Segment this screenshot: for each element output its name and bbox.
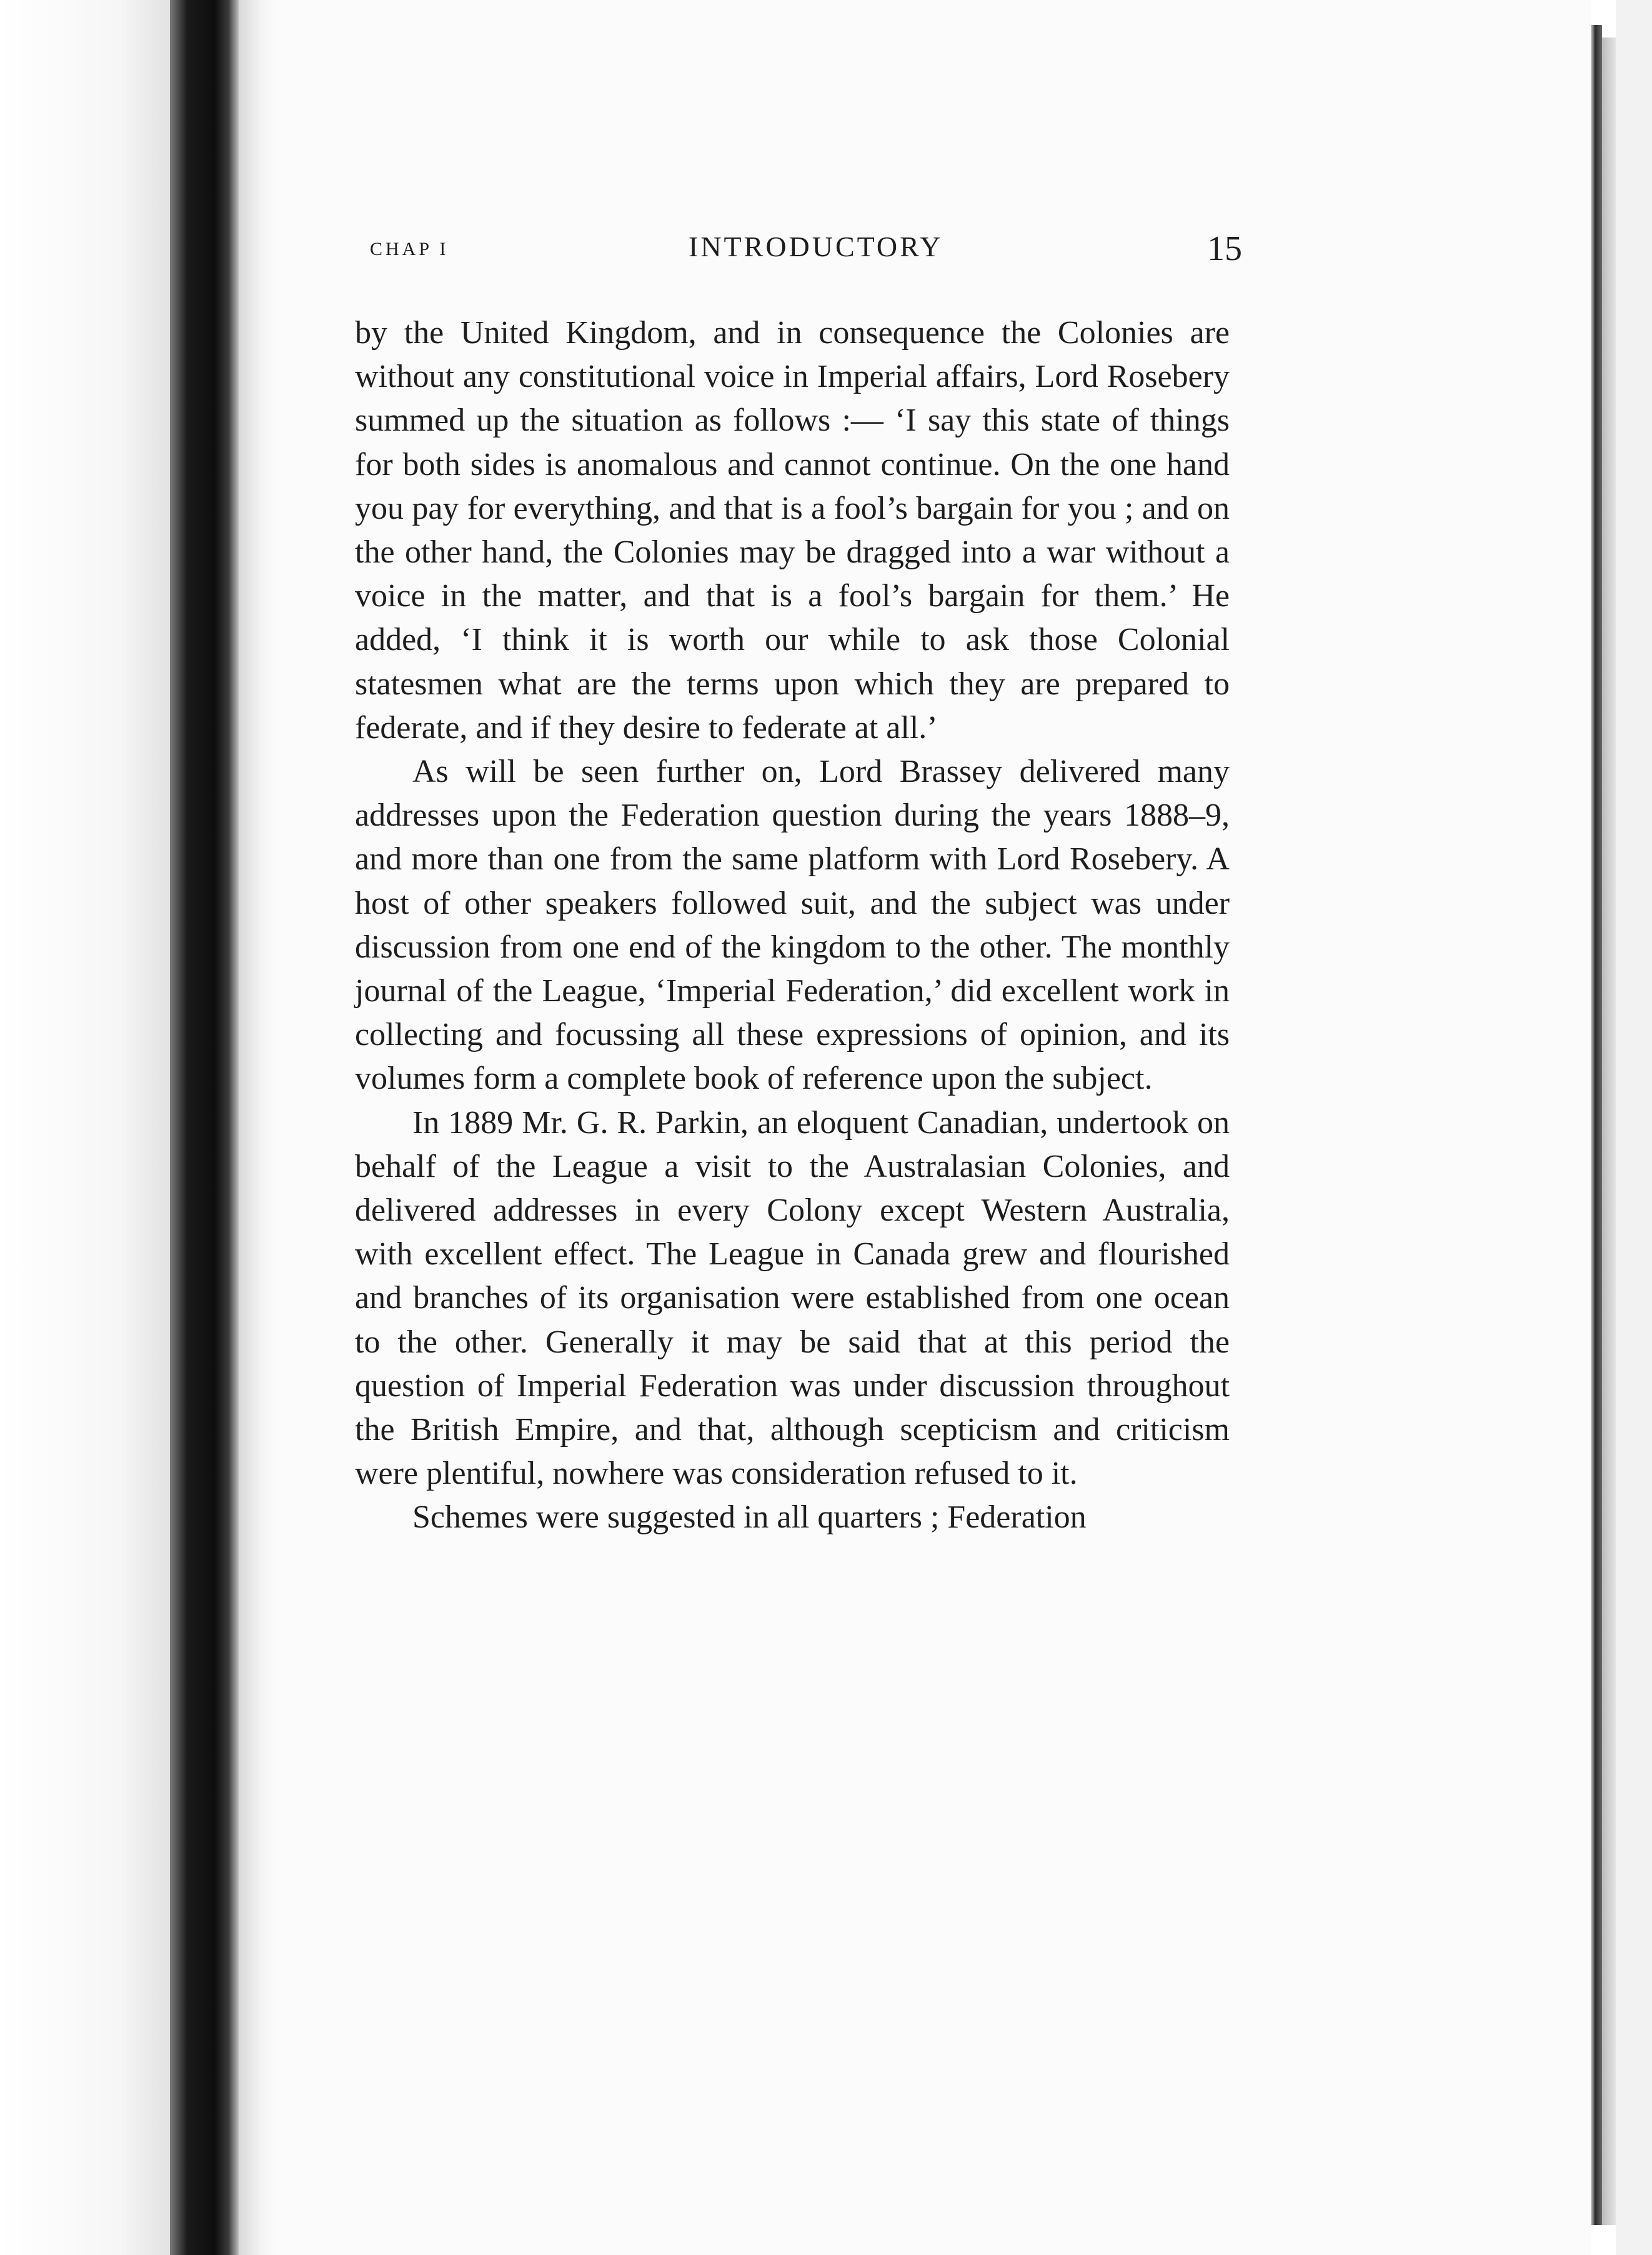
gutter-fade xyxy=(239,0,276,2255)
scan-left-margin xyxy=(0,0,170,2255)
paragraph-3: In 1889 Mr. G. R. Parkin, an eloquent Canadian, undertook on behalf of the League a visit to the Australasian Colonies, and delivered addresses in every Colony except Western Australia, with excellent effect. The League in Canada grew and flourished and branches of its organisation were established from one ocean to the other. Generally it may be said that at this period the question of Imperial Federation was under discussion throughout the British Empire, and that, although scepticism and criticism were plentiful, nowhere was consideration refused to it. xyxy=(355,1104,1230,1492)
body-text xyxy=(355,311,1230,1540)
book-gutter-shadow xyxy=(170,0,239,2255)
paragraph-1: by the United Kingdom, and in consequence the Colonies are without any constitutional voice in Imperial affairs, Lord Rosebery summed up the situation as follows :— ‘I say this state of things for both sides is anomalous and cannot continue. On the one hand you pay for everything, and that is a fool’s bargain for you ; and on the other hand, the Colonies may be dragged into a war without a voice in the matter, and that is a fool’s bargain for them.’ He added, ‘I think it is worth our while to ask those Colonial statesmen what are the terms upon which they are prepared to federate, and if they desire to federate at all.’ xyxy=(355,315,1230,746)
paragraph-4: Schemes were suggested in all quarters ; Federation xyxy=(412,1499,1087,1536)
page-edge-shadow xyxy=(1591,25,1602,2225)
running-title: INTRODUCTORY xyxy=(689,231,943,262)
scan-right-margin xyxy=(1616,0,1652,2255)
paragraph-2: As will be seen further on, Lord Brassey delivered many addresses upon the Federation question during the years 1888–9, and more than one from the same platform with Lord Rosebery. A host of other speakers followed suit, and the subject was under discussion from one end of the kingdom to the other. The monthly journal of the League, ‘Imperial Federation,’ did excellent work in collecting and focussing all these expressions of opinion, and its volumes form a complete book of reference upon the subject. xyxy=(355,754,1230,1097)
page-number: 15 xyxy=(1207,229,1242,268)
page-edge-stack xyxy=(1602,38,1616,2225)
chapter-label: CHAP I xyxy=(370,239,449,259)
running-head xyxy=(370,230,1245,280)
